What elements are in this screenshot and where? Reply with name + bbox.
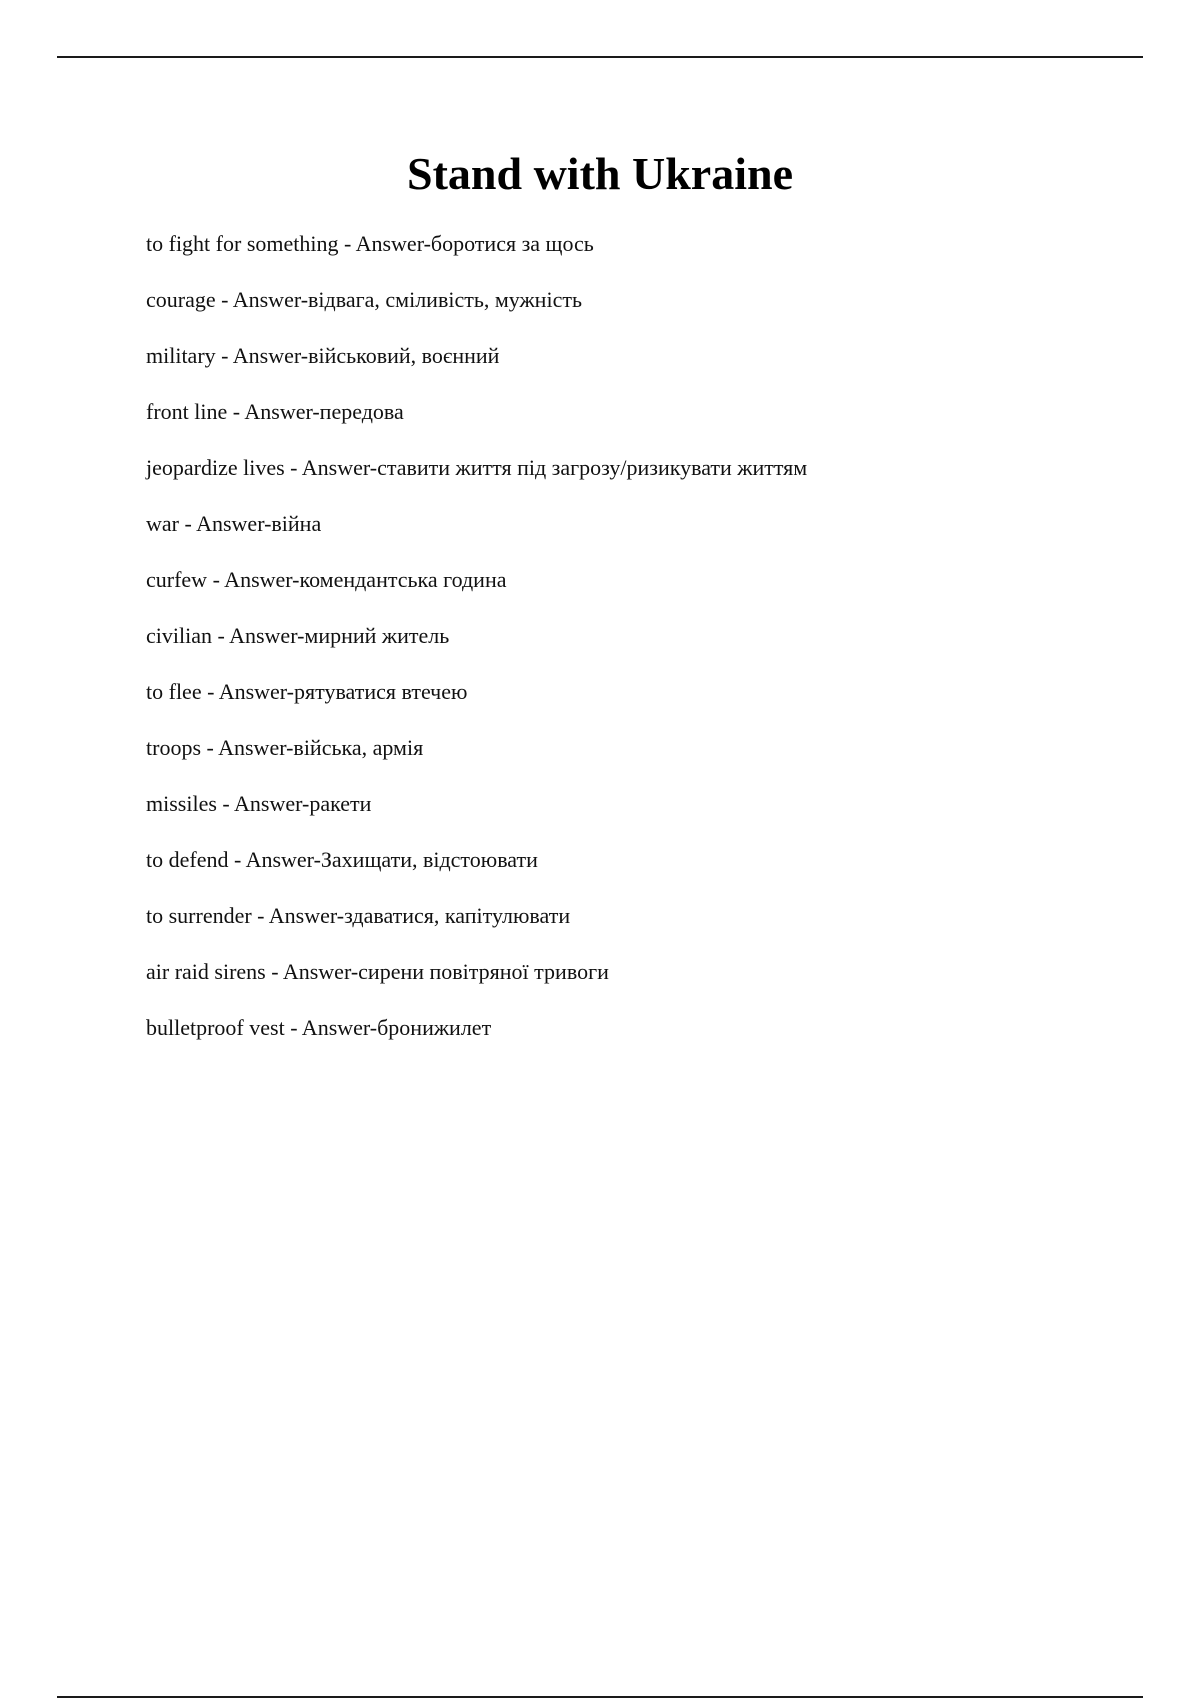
list-item: to surrender - Answer-здаватися, капітулювати [146,903,571,928]
list-item: to fight for something - Answer-боротися за щось [146,231,594,256]
list-item: military - Answer-військовий, воєнний [146,343,500,368]
list-item: air raid sirens - Answer-сирени повітряної тривоги [146,959,609,984]
list-item: curfew - Answer-комендантська година [146,567,507,592]
vocabulary-list [146,229,1146,1069]
page-title: Stand with Ukraine [407,148,793,199]
list-item: courage - Answer-відвага, сміливість, мужність [146,287,582,312]
list-item: to defend - Answer-Захищати, відстоювати [146,847,538,872]
list-item: front line - Answer-передова [146,399,404,424]
list-item: to flee - Answer-рятуватися втечею [146,679,468,704]
top-divider [57,56,1143,58]
bottom-divider [57,1696,1143,1698]
list-item: bulletproof vest - Answer-бронижилет [146,1015,492,1040]
list-item: civilian - Answer-мирний житель [146,623,450,648]
list-item: jeopardize lives - Answer-ставити життя під загрозу/ризикувати життям [146,455,808,480]
list-item: troops - Answer-війська, армія [146,735,424,760]
list-item: missiles - Answer-ракети [146,791,372,816]
list-item: war - Answer-війна [146,511,322,536]
